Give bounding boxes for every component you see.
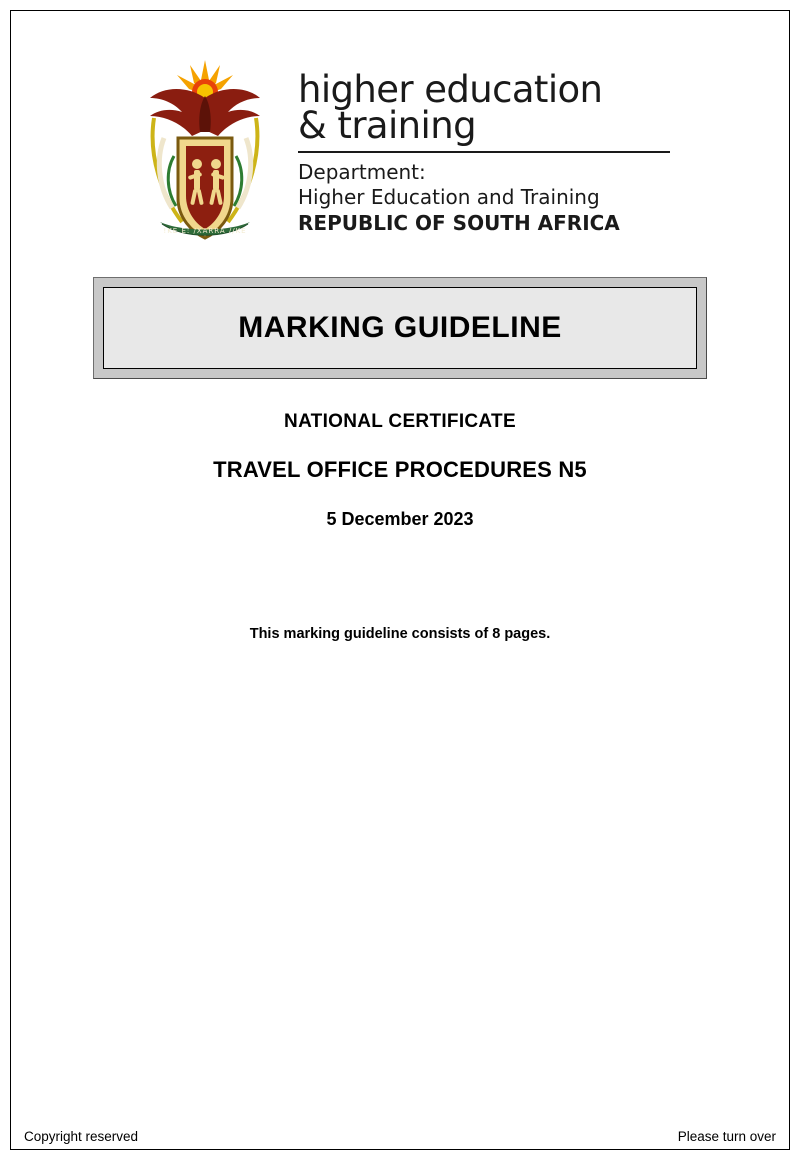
title-plate-inner xyxy=(103,287,697,369)
certificate-line: NATIONAL CERTIFICATE xyxy=(284,411,516,432)
page-footer xyxy=(24,1129,776,1144)
subject-line: TRAVEL OFFICE PROCEDURES N5 xyxy=(213,457,587,482)
page-title: MARKING GUIDELINE xyxy=(238,311,562,344)
department-title-line1: higher education xyxy=(298,68,603,111)
south-africa-coat-of-arms-icon xyxy=(130,46,280,251)
department-name: Higher Education and Training xyxy=(298,184,600,209)
svg-text:!KE E: /XARRA //KE: !KE E: /XARRA //KE xyxy=(163,227,247,235)
document-header xyxy=(44,32,756,251)
wordmark-divider xyxy=(298,151,670,153)
page-content xyxy=(10,10,790,642)
country-name: REPUBLIC OF SOUTH AFRICA xyxy=(298,210,620,235)
department-wordmark xyxy=(298,46,670,236)
marking-guideline-title-plate xyxy=(93,277,707,379)
department-label: Department: xyxy=(298,159,426,184)
exam-date: 5 December 2023 xyxy=(326,509,474,529)
page-count-note: This marking guideline consists of 8 pages. xyxy=(249,626,551,642)
department-title-line2: & training xyxy=(298,104,476,148)
footer-copyright: Copyright reserved xyxy=(24,1129,139,1144)
footer-turn-over: Please turn over xyxy=(677,1129,776,1144)
